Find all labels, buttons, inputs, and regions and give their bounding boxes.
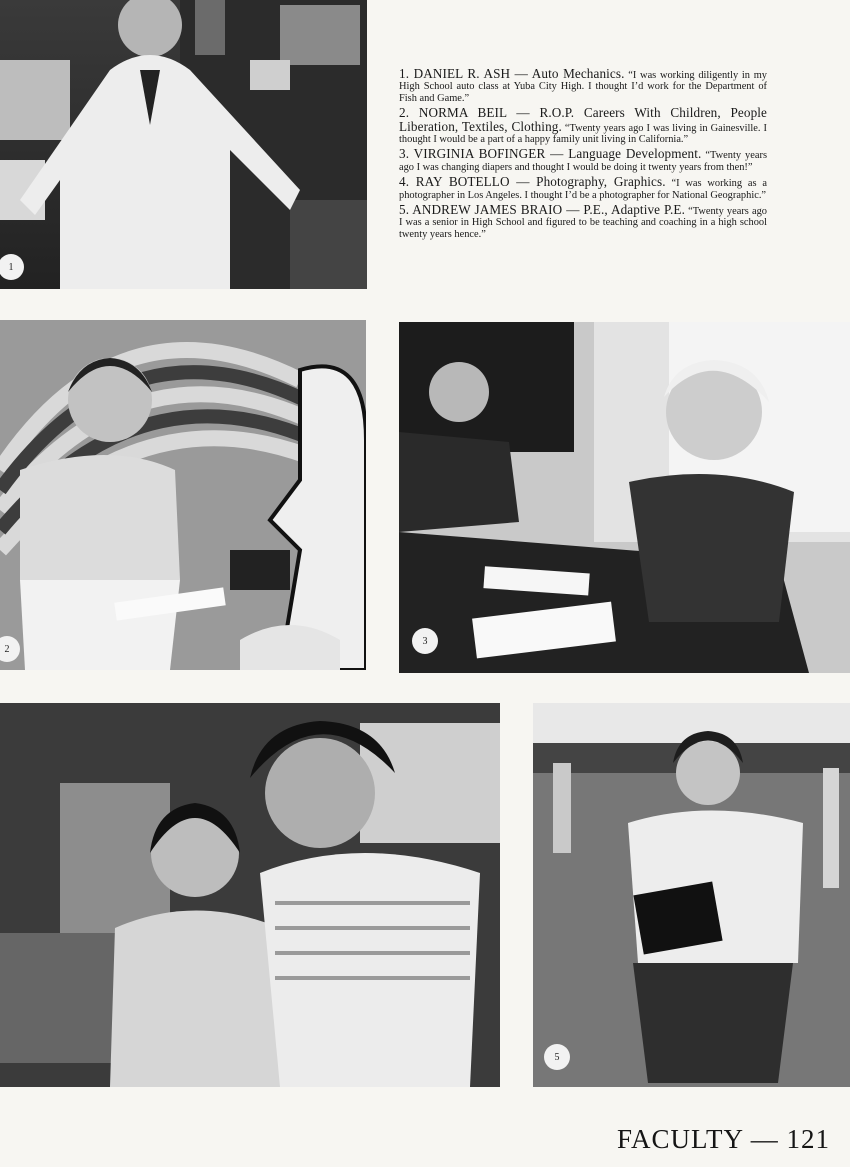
caption-lead: 5. ANDREW JAMES BRAIO — P.E., Adaptive P.E. <box>399 202 685 218</box>
photo-norma-beil <box>0 320 366 670</box>
caption-quote: “I was working as a photographer in Los Angeles. I thought I’d be a photographer for National Geographic.” <box>399 178 767 201</box>
photo-virginia-bofinger <box>399 322 850 673</box>
photo-2-illustration <box>0 320 366 670</box>
photo-4-illustration <box>0 703 500 1087</box>
caption-entry <box>399 204 767 240</box>
caption-entry <box>399 148 767 173</box>
caption-quote: “Twenty years ago I was a senior in High School and figured to be teaching and coaching in a high school twenty years hence.” <box>399 206 767 240</box>
caption-lead: 4. RAY BOTELLO — Photography, Graphics. <box>399 174 666 190</box>
caption-entry <box>399 176 767 201</box>
caption-entry <box>399 107 767 145</box>
photo-daniel-ash <box>0 0 367 289</box>
photo-1-illustration <box>0 0 367 289</box>
caption-lead: 2. NORMA BEIL — R.O.P. Careers With Children, People Liberation, Textiles, Clothing. <box>399 105 767 134</box>
photo-5-illustration <box>533 703 850 1087</box>
photo-andrew-braio <box>533 703 850 1087</box>
photo-ray-botello <box>0 703 500 1087</box>
caption-entry <box>399 68 767 104</box>
photo-number-badge: 1 <box>0 254 24 280</box>
photo-3-illustration <box>399 322 850 673</box>
faculty-captions <box>399 68 767 243</box>
photo-number-badge: 5 <box>544 1044 570 1070</box>
caption-quote: “I was working diligently in my High School auto class at Yuba City High. I thought I’d work for the Department of Fish and Game.” <box>399 70 767 104</box>
caption-quote: “Twenty years ago I was changing diapers and thought I would be doing it twenty years from then!” <box>399 150 767 173</box>
caption-quote: “Twenty years ago I was living in Gainesville. I thought I would be a part of a happy family unit living in California.” <box>399 122 767 146</box>
caption-lead: 1. DANIEL R. ASH — Auto Mechanics. <box>399 66 625 81</box>
photo-number-badge: 2 <box>0 636 20 662</box>
photo-number-badge: 3 <box>412 628 438 654</box>
page-footer-title: FACULTY — 121 <box>616 1124 830 1154</box>
caption-lead: 3. VIRGINIA BOFINGER — Language Development. <box>399 146 702 162</box>
